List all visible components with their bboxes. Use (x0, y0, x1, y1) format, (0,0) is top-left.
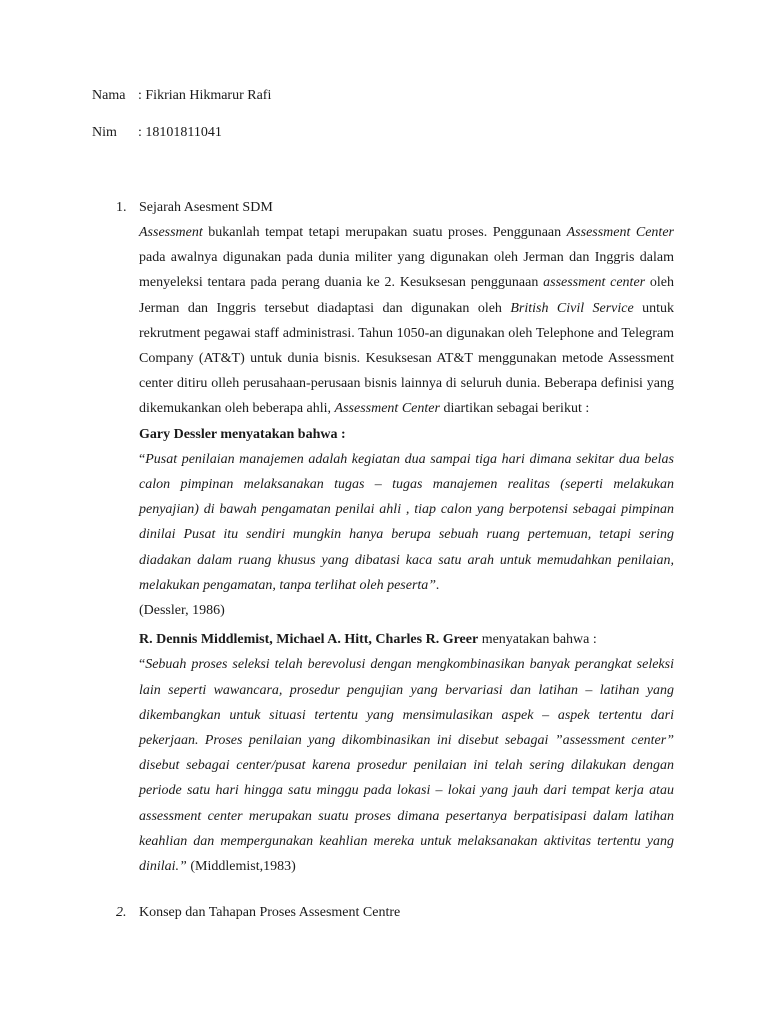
intro-run: Assessment Center (334, 401, 440, 417)
section-1-title: Sejarah Asesment SDM (139, 200, 273, 215)
dessler-quote: Pusat penilaian manajemen adalah kegiatan dua sampai tiga hari dimana sekitar dua belas calon pimpinan melaksanakan tugas – tugas manajemen realitas (seperti melakukan penyajian) di bawah pengamatan penilai ahli , tiap calon yang berpotensi sebagai pimpinan dinilai Pusat itu sendiri mungkin hanya berupa sebuah ruang pertemuan, tetapi sering diadakan dalam ruang khusus yang dibatasi kaca satu arah untuk memudahkan penilaian, melakukan pengamatan, tanpa terlihat oleh peserta”. (139, 451, 674, 593)
middlemist-heading-line (139, 627, 674, 652)
intro-run: oleh Jerman dan Inggris tersebut diadaptasi dan digunakan oleh (139, 275, 674, 316)
nim-row (92, 125, 222, 141)
middlemist-quote-block (139, 652, 674, 879)
middlemist-open-quote: “ (139, 657, 146, 673)
intro-run: pada awalnya digunakan pada dunia militer yang digunakan oleh Jerman dan Inggris dalam menyeleksi tentara pada perang duania ke 2. Kesuksesan penggunaan (139, 250, 674, 291)
dessler-heading: Gary Dessler menyatakan bahwa : (139, 426, 346, 442)
section-1-body (139, 220, 674, 879)
dessler-open-quote: “ (139, 451, 146, 467)
intro-run: British Civil Service (510, 300, 634, 316)
nim-label: Nim (92, 125, 117, 140)
dessler-quote-block (139, 447, 674, 623)
nim-value: : 18101811041 (138, 125, 222, 140)
middlemist-heading-tail: menyatakan bahwa : (478, 632, 597, 648)
intro-run: bukanlah tempat tetapi merupakan suatu proses. Penggunaan (202, 225, 567, 240)
intro-run: diartikan sebagai berikut : (439, 401, 590, 417)
name-row (92, 88, 271, 104)
intro-paragraph (139, 220, 674, 422)
dessler-citation: (Dessler, 1986) (139, 603, 225, 619)
section-2-number: 2. (116, 905, 127, 920)
intro-run: Assessment (139, 225, 203, 240)
name-value: : Fikrian Hikmarur Rafi (138, 88, 272, 103)
name-label: Nama (92, 88, 126, 103)
middlemist-citation: (Middlemist,1983) (186, 859, 296, 875)
middlemist-heading: R. Dennis Middlemist, Michael A. Hitt, Charles R. Greer (139, 632, 479, 648)
middlemist-quote: Sebuah proses seleksi telah berevolusi dengan mengkombinasikan banyak perangkat seleksi lain seperti wawancara, prosedur pengujian yang bervariasi dan latihan – latihan yang dikembangkan untuk situasi tertentu yang mensimulasikan aspek – aspek tertentu dari pekerjaan. Proses penilaian yang dikombinasikan ini disebut sebagai ”assessment center” disebut sebagai center/pusat karena prosedur penilaian ini telah sering dilakukan dengan periode satu hari hingga satu minggu pada lokasi – lokai yang jauh dari tempat kerja atau assessment center merupakan suatu proses dimana pesertanya berpatisipasi dalam latihan keahlian dan mempergunakan keahlian mereka untuk melaksanakan aktivitas tertentu yang dinilai.” (139, 657, 674, 875)
section-1-number: 1. (116, 200, 127, 215)
intro-run: untuk rekrutment pegawai staff administrasi. Tahun 1050-an digunakan oleh Telephone and Telegram Company (AT&T) untuk dunia bisnis. Kesuksesan AT&T menggunakan metode Assessment center ditiru olleh perusahaan-perusaan bisnis lainnya di seluruh dunia. Beberapa definisi yang dikemukankan oleh beberapa ahli, (139, 300, 675, 417)
intro-run: Assessment Center (566, 225, 674, 240)
section-2-title: Konsep dan Tahapan Proses Assesment Centre (139, 905, 401, 920)
intro-run: assessment center (543, 275, 646, 291)
